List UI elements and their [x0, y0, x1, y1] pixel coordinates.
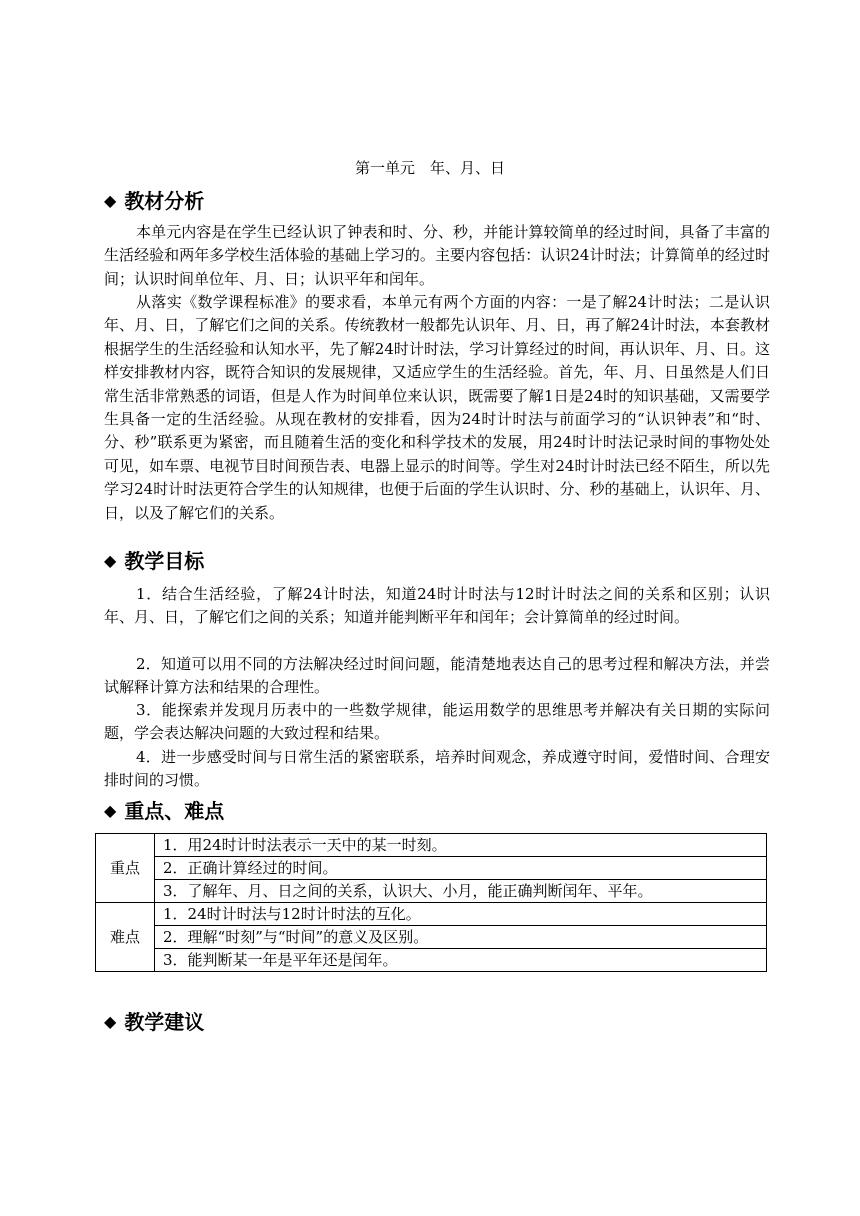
key-points-table: [95, 833, 767, 972]
document-title: 第一单元 年、月、日: [354, 159, 505, 177]
category-cell: 重点: [96, 834, 155, 903]
diamond-bullet-icon: ◆: [104, 551, 117, 570]
table-cell: 2．正确计算经过的时间。: [155, 857, 767, 880]
table-cell: 1．用24时计时法表示一天中的某一时刻。: [155, 834, 767, 857]
paragraph: 3．能探索并发现月历表中的一些数学规律，能运用数学的思维思考并解决有关日期的实际问题，学会表达解决问题的大致过程和结果。: [104, 701, 770, 743]
diamond-bullet-icon: ◆: [104, 1012, 117, 1031]
diamond-bullet-icon: ◆: [104, 191, 117, 210]
paragraph: 1．结合生活经验，了解24计时法，知道24时计时法与12时计时法之间的关系和区别；认识年、月、日，了解它们之间的关系；知道并能判断平年和闰年；会计算简单的经过时间。: [104, 585, 770, 627]
table-cell: 2．理解“时刻”与“时间”的意义及区别。: [155, 926, 767, 949]
section-heading-text: 教学目标: [124, 549, 205, 573]
paragraph: 4．进一步感受时间与日常生活的紧密联系，培养时间观念，养成遵守时间，爱惜时间、合理安排时间的习惯。: [104, 748, 770, 790]
section-heading-analysis: [104, 188, 204, 214]
table-row: [96, 834, 767, 857]
section-heading-suggestions: [104, 1009, 204, 1035]
section-heading-text: 教学建议: [124, 1010, 205, 1034]
section-heading-goals: [104, 548, 204, 574]
section-heading-key-points: [104, 798, 224, 824]
paragraph: 从落实《数学课程标准》的要求看，本单元有两个方面的内容：一是了解24计时法；二是认识年、月、日，了解它们之间的关系。传统教材一般都先认识年、月、日，再了解24计时法，本套教材根据学生的生活经验和认知水平，先了解24时计时法，学习计算经过的时间，再认识年、月、日。这样安排教材内容，既符合知识的发展规律，又适应学生的生活经验。首先，年、月、日虽然是人们日常生活非常熟悉的词语，但是人作为时间单位来认识，既需要了解1日是24时的知识基础，又需要学生具备一定的生活经验。从现在教材的安排看，因为24时计时法与前面学习的“认识钟表”和“时、分、秒”联系更为紧密，而且随着生活的变化和科学技术的发展，用24时计时法记录时间的事物处处可见，如车票、电视节目时间预告表、电器上显示的时间等。学生对24时计时法已经不陌生，所以先学习24时计时法更符合学生的认知规律，也便于后面的学生认识时、分、秒的基础上，认识年、月、日，以及了解它们的关系。: [104, 293, 770, 522]
table-row: [96, 903, 767, 926]
diamond-bullet-icon: ◆: [104, 801, 117, 820]
table-cell: 3．了解年、月、日之间的关系，认识大、小月，能正确判断闰年、平年。: [155, 880, 767, 903]
section-heading-text: 教材分析: [124, 189, 205, 213]
table-cell: 1．24时计时法与12时计时法的互化。: [155, 903, 767, 926]
section-heading-text: 重点、难点: [124, 799, 225, 823]
table-row: [96, 857, 767, 880]
table-row: [96, 926, 767, 949]
paragraph: 2．知道可以用不同的方法解决经过时间问题，能清楚地表达自己的思考过程和解决方法，并尝试解释计算方法和结果的合理性。: [104, 655, 770, 697]
paragraph: 本单元内容是在学生已经认识了钟表和时、分、秒，并能计算较简单的经过时间，具备了丰富的生活经验和两年多学校生活体验的基础上学习的。主要内容包括：认识24计时法；计算简单的经过时间；认识时间单位年、月、日；认识平年和闰年。: [104, 223, 770, 288]
table-cell: 3．能判断某一年是平年还是闰年。: [155, 949, 767, 972]
table-row: [96, 949, 767, 972]
table-row: [96, 880, 767, 903]
category-cell: 难点: [96, 903, 155, 972]
